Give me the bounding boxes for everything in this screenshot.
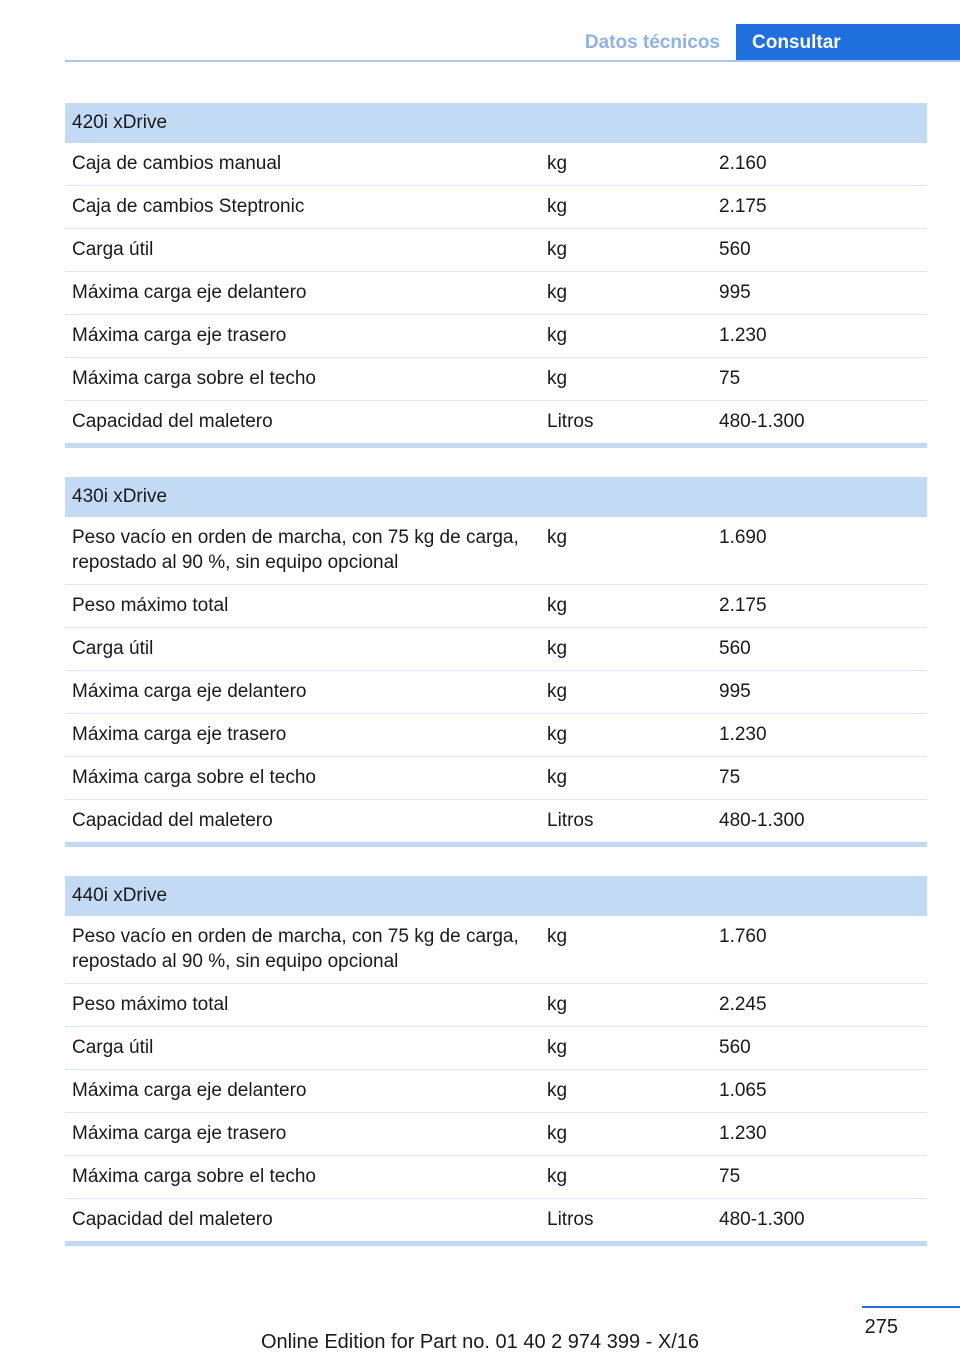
row-label: Capacidad del maletero	[65, 1199, 540, 1244]
table-row	[65, 1027, 927, 1070]
table-row	[65, 1199, 927, 1244]
table-row	[65, 186, 927, 229]
row-value: 75	[712, 757, 927, 800]
row-value: 2.175	[712, 186, 927, 229]
row-value: 995	[712, 671, 927, 714]
row-value: 1.760	[712, 916, 927, 984]
table-row	[65, 315, 927, 358]
table-row	[65, 1113, 927, 1156]
table-row	[65, 984, 927, 1027]
page-number-divider	[862, 1306, 960, 1308]
row-label: Carga útil	[65, 628, 540, 671]
row-value: 560	[712, 1027, 927, 1070]
table-row	[65, 585, 927, 628]
row-unit: kg	[540, 229, 712, 272]
row-label: Máxima carga sobre el techo	[65, 757, 540, 800]
row-unit: kg	[540, 315, 712, 358]
row-unit: kg	[540, 585, 712, 628]
table-row	[65, 671, 927, 714]
table-title: 420i xDrive	[65, 103, 927, 143]
row-label: Peso vacío en orden de marcha, con 75 kg de carga, repostado al 90 %, sin equipo opcional	[65, 517, 540, 585]
row-label: Peso máximo total	[65, 984, 540, 1027]
active-tab-consultar[interactable]: Consultar	[736, 24, 960, 62]
row-value: 1.690	[712, 517, 927, 585]
table-row	[65, 1156, 927, 1199]
row-label: Máxima carga eje trasero	[65, 714, 540, 757]
row-label: Peso máximo total	[65, 585, 540, 628]
row-unit: kg	[540, 1027, 712, 1070]
row-label: Capacidad del maletero	[65, 401, 540, 446]
row-unit: kg	[540, 628, 712, 671]
spec-table	[65, 103, 927, 448]
row-unit: kg	[540, 671, 712, 714]
row-unit: kg	[540, 984, 712, 1027]
row-label: Máxima carga eje delantero	[65, 671, 540, 714]
row-value: 2.245	[712, 984, 927, 1027]
row-unit: Litros	[540, 1199, 712, 1244]
table-row	[65, 628, 927, 671]
table-row	[65, 401, 927, 446]
row-unit: kg	[540, 1070, 712, 1113]
table-row	[65, 358, 927, 401]
table-row	[65, 757, 927, 800]
row-value: 1.230	[712, 315, 927, 358]
row-value: 560	[712, 229, 927, 272]
table-row	[65, 143, 927, 186]
row-value: 75	[712, 1156, 927, 1199]
table-title: 430i xDrive	[65, 477, 927, 517]
table-row	[65, 916, 927, 984]
row-label: Capacidad del maletero	[65, 800, 540, 845]
row-label: Máxima carga sobre el techo	[65, 358, 540, 401]
row-label: Máxima carga eje delantero	[65, 1070, 540, 1113]
row-label: Caja de cambios manual	[65, 143, 540, 186]
table-row	[65, 800, 927, 845]
row-label: Carga útil	[65, 229, 540, 272]
row-value: 75	[712, 358, 927, 401]
row-label: Carga útil	[65, 1027, 540, 1070]
row-label: Peso vacío en orden de marcha, con 75 kg de carga, repostado al 90 %, sin equipo opcional	[65, 916, 540, 984]
row-unit: kg	[540, 517, 712, 585]
row-unit: kg	[540, 143, 712, 186]
spec-table	[65, 477, 927, 847]
header-divider	[65, 60, 960, 62]
row-unit: kg	[540, 272, 712, 315]
table-row	[65, 272, 927, 315]
section-tab-datos-tecnicos[interactable]: Datos técnicos	[584, 32, 720, 53]
row-value: 480-1.300	[712, 401, 927, 446]
row-unit: Litros	[540, 401, 712, 446]
row-unit: kg	[540, 757, 712, 800]
row-value: 1.230	[712, 714, 927, 757]
row-unit: Litros	[540, 800, 712, 845]
row-value: 2.175	[712, 585, 927, 628]
row-unit: kg	[540, 714, 712, 757]
table-row	[65, 1070, 927, 1113]
table-row	[65, 517, 927, 585]
row-unit: kg	[540, 1113, 712, 1156]
row-unit: kg	[540, 186, 712, 229]
page-number: 275	[864, 1316, 898, 1338]
row-unit: kg	[540, 916, 712, 984]
edition-footer: Online Edition for Part no. 01 40 2 974 399 - X/16	[260, 1331, 700, 1353]
row-value: 1.230	[712, 1113, 927, 1156]
table-title: 440i xDrive	[65, 876, 927, 916]
row-value: 560	[712, 628, 927, 671]
row-value: 1.065	[712, 1070, 927, 1113]
row-value: 480-1.300	[712, 1199, 927, 1244]
row-value: 480-1.300	[712, 800, 927, 845]
row-label: Máxima carga sobre el techo	[65, 1156, 540, 1199]
row-label: Máxima carga eje trasero	[65, 1113, 540, 1156]
row-unit: kg	[540, 1156, 712, 1199]
row-unit: kg	[540, 358, 712, 401]
row-label: Máxima carga eje delantero	[65, 272, 540, 315]
spec-tables	[65, 103, 927, 1275]
page-header	[65, 24, 960, 62]
row-label: Máxima carga eje trasero	[65, 315, 540, 358]
spec-table	[65, 876, 927, 1246]
row-value: 2.160	[712, 143, 927, 186]
table-row	[65, 714, 927, 757]
row-label: Caja de cambios Steptronic	[65, 186, 540, 229]
row-value: 995	[712, 272, 927, 315]
table-row	[65, 229, 927, 272]
